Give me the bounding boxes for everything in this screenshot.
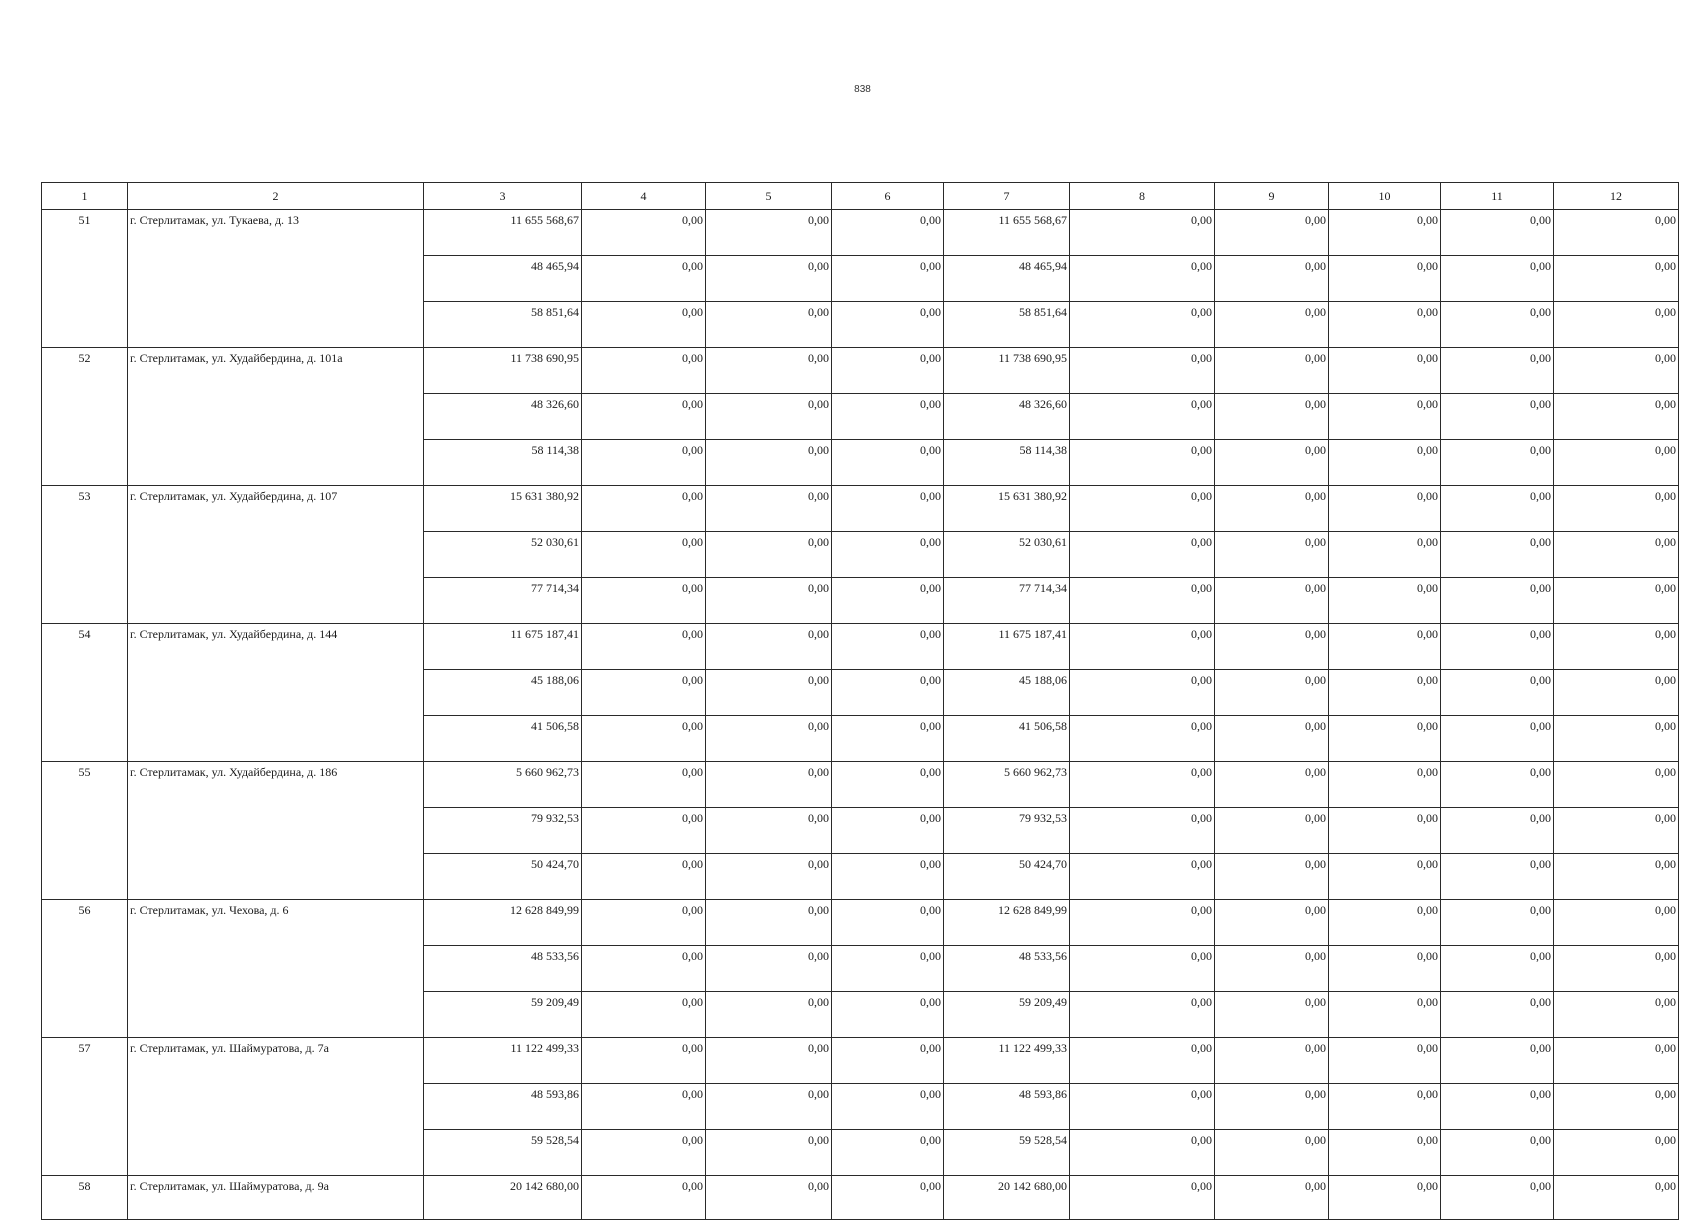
table-row: [42, 1176, 1679, 1220]
ledger-table: [41, 182, 1679, 1220]
column-header: 2: [128, 183, 424, 210]
amount-cell: 0,00: [706, 302, 832, 348]
amount-cell: 0,00: [832, 808, 944, 854]
amount-cell: 0,00: [1070, 992, 1215, 1038]
amount-cell: 20 142 680,00: [944, 1176, 1070, 1220]
amount-cell: 0,00: [1215, 624, 1329, 670]
amount-cell: 0,00: [706, 256, 832, 302]
amount-cell: 0,00: [1329, 256, 1441, 302]
column-header: 8: [1070, 183, 1215, 210]
amount-cell: 15 631 380,92: [424, 486, 582, 532]
amount-cell: 0,00: [582, 670, 706, 716]
amount-cell: 0,00: [1441, 762, 1554, 808]
amount-cell: 0,00: [582, 1130, 706, 1176]
record-address: г. Стерлитамак, ул. Худайбердина, д. 101а: [128, 348, 424, 486]
amount-cell: 0,00: [1554, 532, 1679, 578]
amount-cell: 0,00: [832, 854, 944, 900]
amount-cell: 0,00: [582, 578, 706, 624]
amount-cell: 0,00: [1554, 946, 1679, 992]
amount-cell: 0,00: [832, 348, 944, 394]
record-address: г. Стерлитамак, ул. Чехова, д. 6: [128, 900, 424, 1038]
amount-cell: 0,00: [1329, 808, 1441, 854]
amount-cell: 0,00: [1554, 716, 1679, 762]
record-address: г. Стерлитамак, ул. Худайбердина, д. 186: [128, 762, 424, 900]
amount-cell: 48 593,86: [944, 1084, 1070, 1130]
amount-cell: 0,00: [706, 992, 832, 1038]
column-header: 5: [706, 183, 832, 210]
amount-cell: 0,00: [706, 900, 832, 946]
amount-cell: 79 932,53: [424, 808, 582, 854]
amount-cell: 0,00: [1215, 348, 1329, 394]
amount-cell: 0,00: [706, 624, 832, 670]
amount-cell: 0,00: [1070, 256, 1215, 302]
amount-cell: 0,00: [582, 716, 706, 762]
amount-cell: 0,00: [1215, 946, 1329, 992]
amount-cell: 0,00: [1329, 440, 1441, 486]
record-number: 56: [42, 900, 128, 1038]
amount-cell: 0,00: [1441, 302, 1554, 348]
amount-cell: 0,00: [582, 1084, 706, 1130]
amount-cell: 0,00: [1554, 808, 1679, 854]
column-header: 10: [1329, 183, 1441, 210]
amount-cell: 0,00: [1441, 578, 1554, 624]
table-row: [42, 210, 1679, 256]
amount-cell: 0,00: [1441, 808, 1554, 854]
table-row: [42, 900, 1679, 946]
amount-cell: 0,00: [1441, 716, 1554, 762]
amount-cell: 0,00: [1329, 992, 1441, 1038]
amount-cell: 0,00: [706, 716, 832, 762]
amount-cell: 0,00: [832, 394, 944, 440]
amount-cell: 0,00: [1554, 394, 1679, 440]
record-number: 53: [42, 486, 128, 624]
amount-cell: 0,00: [1329, 302, 1441, 348]
amount-cell: 0,00: [1441, 394, 1554, 440]
column-header: 7: [944, 183, 1070, 210]
amount-cell: 0,00: [582, 624, 706, 670]
amount-cell: 0,00: [582, 348, 706, 394]
amount-cell: 0,00: [1329, 1176, 1441, 1220]
amount-cell: 0,00: [832, 578, 944, 624]
column-header: 11: [1441, 183, 1554, 210]
amount-cell: 0,00: [832, 670, 944, 716]
amount-cell: 12 628 849,99: [424, 900, 582, 946]
amount-cell: 0,00: [1215, 716, 1329, 762]
amount-cell: 0,00: [1070, 302, 1215, 348]
column-header: 12: [1554, 183, 1679, 210]
amount-cell: 11 675 187,41: [424, 624, 582, 670]
amount-cell: 11 738 690,95: [424, 348, 582, 394]
amount-cell: 0,00: [1329, 578, 1441, 624]
amount-cell: 0,00: [706, 670, 832, 716]
amount-cell: 0,00: [1441, 992, 1554, 1038]
amount-cell: 5 660 962,73: [424, 762, 582, 808]
amount-cell: 0,00: [1329, 1084, 1441, 1130]
amount-cell: 0,00: [1554, 1130, 1679, 1176]
amount-cell: 0,00: [1554, 762, 1679, 808]
amount-cell: 0,00: [1215, 854, 1329, 900]
amount-cell: 0,00: [1441, 670, 1554, 716]
amount-cell: 50 424,70: [424, 854, 582, 900]
amount-cell: 48 533,56: [944, 946, 1070, 992]
amount-cell: 0,00: [1070, 624, 1215, 670]
amount-cell: 0,00: [832, 440, 944, 486]
amount-cell: 0,00: [1329, 532, 1441, 578]
amount-cell: 0,00: [1070, 440, 1215, 486]
amount-cell: 0,00: [1329, 1038, 1441, 1084]
amount-cell: 0,00: [582, 762, 706, 808]
amount-cell: 0,00: [1070, 348, 1215, 394]
amount-cell: 0,00: [1215, 440, 1329, 486]
amount-cell: 0,00: [1554, 1084, 1679, 1130]
amount-cell: 0,00: [1441, 256, 1554, 302]
amount-cell: 0,00: [1329, 348, 1441, 394]
record-number: 55: [42, 762, 128, 900]
amount-cell: 0,00: [1554, 486, 1679, 532]
amount-cell: 52 030,61: [944, 532, 1070, 578]
record-number: 57: [42, 1038, 128, 1176]
amount-cell: 0,00: [1215, 486, 1329, 532]
amount-cell: 48 326,60: [944, 394, 1070, 440]
amount-cell: 0,00: [1441, 486, 1554, 532]
amount-cell: 0,00: [1441, 1084, 1554, 1130]
amount-cell: 0,00: [582, 210, 706, 256]
amount-cell: 0,00: [1441, 900, 1554, 946]
amount-cell: 0,00: [1329, 716, 1441, 762]
table-body: [42, 210, 1679, 1220]
amount-cell: 41 506,58: [424, 716, 582, 762]
amount-cell: 0,00: [706, 578, 832, 624]
amount-cell: 0,00: [582, 486, 706, 532]
amount-cell: 0,00: [1215, 1176, 1329, 1220]
amount-cell: 0,00: [1441, 1038, 1554, 1084]
amount-cell: 0,00: [582, 992, 706, 1038]
amount-cell: 11 655 568,67: [424, 210, 582, 256]
amount-cell: 48 465,94: [944, 256, 1070, 302]
amount-cell: 0,00: [1215, 1038, 1329, 1084]
amount-cell: 0,00: [832, 1084, 944, 1130]
amount-cell: 0,00: [582, 532, 706, 578]
amount-cell: 45 188,06: [424, 670, 582, 716]
amount-cell: 11 122 499,33: [424, 1038, 582, 1084]
amount-cell: 0,00: [1215, 256, 1329, 302]
amount-cell: 0,00: [1441, 440, 1554, 486]
amount-cell: 0,00: [1070, 1038, 1215, 1084]
amount-cell: 0,00: [1215, 394, 1329, 440]
amount-cell: 0,00: [1070, 1130, 1215, 1176]
amount-cell: 58 114,38: [424, 440, 582, 486]
amount-cell: 0,00: [1441, 624, 1554, 670]
amount-cell: 0,00: [1554, 1176, 1679, 1220]
amount-cell: 79 932,53: [944, 808, 1070, 854]
amount-cell: 11 122 499,33: [944, 1038, 1070, 1084]
amount-cell: 0,00: [1329, 210, 1441, 256]
amount-cell: 5 660 962,73: [944, 762, 1070, 808]
amount-cell: 0,00: [832, 210, 944, 256]
table-header: [42, 183, 1679, 210]
amount-cell: 0,00: [706, 762, 832, 808]
amount-cell: 0,00: [832, 302, 944, 348]
amount-cell: 0,00: [1070, 670, 1215, 716]
header-row: [42, 183, 1679, 210]
amount-cell: 0,00: [832, 1130, 944, 1176]
record-address: г. Стерлитамак, ул. Худайбердина, д. 107: [128, 486, 424, 624]
record-address: г. Стерлитамак, ул. Шаймуратова, д. 7а: [128, 1038, 424, 1176]
amount-cell: 0,00: [1070, 394, 1215, 440]
amount-cell: 0,00: [706, 1038, 832, 1084]
amount-cell: 0,00: [1441, 532, 1554, 578]
amount-cell: 0,00: [1070, 486, 1215, 532]
amount-cell: 0,00: [1554, 992, 1679, 1038]
amount-cell: 58 851,64: [944, 302, 1070, 348]
amount-cell: 0,00: [1554, 1038, 1679, 1084]
amount-cell: 0,00: [1070, 808, 1215, 854]
amount-cell: 0,00: [1070, 210, 1215, 256]
amount-cell: 0,00: [1554, 578, 1679, 624]
amount-cell: 0,00: [1215, 992, 1329, 1038]
amount-cell: 0,00: [1215, 532, 1329, 578]
amount-cell: 0,00: [1554, 854, 1679, 900]
record-number: 58: [42, 1176, 128, 1220]
amount-cell: 48 593,86: [424, 1084, 582, 1130]
table-row: [42, 486, 1679, 532]
amount-cell: 0,00: [706, 348, 832, 394]
amount-cell: 0,00: [1441, 946, 1554, 992]
record-number: 54: [42, 624, 128, 762]
amount-cell: 77 714,34: [944, 578, 1070, 624]
amount-cell: 0,00: [1554, 256, 1679, 302]
amount-cell: 0,00: [1441, 1176, 1554, 1220]
amount-cell: 0,00: [1554, 624, 1679, 670]
amount-cell: 0,00: [1070, 532, 1215, 578]
amount-cell: 0,00: [1554, 348, 1679, 394]
amount-cell: 58 114,38: [944, 440, 1070, 486]
amount-cell: 45 188,06: [944, 670, 1070, 716]
amount-cell: 0,00: [1215, 210, 1329, 256]
amount-cell: 0,00: [1070, 900, 1215, 946]
amount-cell: 0,00: [706, 1130, 832, 1176]
amount-cell: 0,00: [1215, 1130, 1329, 1176]
table-row: [42, 1038, 1679, 1084]
column-header: 4: [582, 183, 706, 210]
record-address: г. Стерлитамак, ул. Шаймуратова, д. 9а: [128, 1176, 424, 1220]
amount-cell: 0,00: [582, 808, 706, 854]
amount-cell: 0,00: [832, 486, 944, 532]
amount-cell: 59 209,49: [944, 992, 1070, 1038]
column-header: 6: [832, 183, 944, 210]
amount-cell: 0,00: [706, 1176, 832, 1220]
column-header: 1: [42, 183, 128, 210]
amount-cell: 0,00: [706, 532, 832, 578]
amount-cell: 0,00: [1441, 210, 1554, 256]
amount-cell: 77 714,34: [424, 578, 582, 624]
amount-cell: 0,00: [1215, 762, 1329, 808]
amount-cell: 59 528,54: [944, 1130, 1070, 1176]
amount-cell: 0,00: [832, 762, 944, 808]
amount-cell: 0,00: [1329, 900, 1441, 946]
amount-cell: 0,00: [706, 854, 832, 900]
amount-cell: 11 738 690,95: [944, 348, 1070, 394]
amount-cell: 0,00: [582, 946, 706, 992]
amount-cell: 0,00: [1070, 854, 1215, 900]
amount-cell: 0,00: [1329, 854, 1441, 900]
amount-cell: 0,00: [1329, 1130, 1441, 1176]
amount-cell: 0,00: [1070, 1176, 1215, 1220]
amount-cell: 58 851,64: [424, 302, 582, 348]
amount-cell: 0,00: [582, 1176, 706, 1220]
amount-cell: 0,00: [832, 1176, 944, 1220]
amount-cell: 0,00: [706, 486, 832, 532]
amount-cell: 41 506,58: [944, 716, 1070, 762]
amount-cell: 0,00: [1215, 670, 1329, 716]
amount-cell: 59 209,49: [424, 992, 582, 1038]
amount-cell: 0,00: [706, 1084, 832, 1130]
column-header: 3: [424, 183, 582, 210]
amount-cell: 48 326,60: [424, 394, 582, 440]
amount-cell: 0,00: [1070, 716, 1215, 762]
amount-cell: 0,00: [582, 394, 706, 440]
table-row: [42, 762, 1679, 808]
amount-cell: 48 533,56: [424, 946, 582, 992]
amount-cell: 0,00: [1554, 210, 1679, 256]
amount-cell: 0,00: [706, 808, 832, 854]
amount-cell: 0,00: [1215, 900, 1329, 946]
amount-cell: 0,00: [1070, 1084, 1215, 1130]
amount-cell: 0,00: [1554, 900, 1679, 946]
amount-cell: 0,00: [706, 946, 832, 992]
amount-cell: 0,00: [832, 624, 944, 670]
amount-cell: 0,00: [832, 532, 944, 578]
amount-cell: 0,00: [1554, 302, 1679, 348]
amount-cell: 0,00: [832, 716, 944, 762]
amount-cell: 11 655 568,67: [944, 210, 1070, 256]
page-number: 838: [854, 84, 871, 95]
amount-cell: 0,00: [1329, 624, 1441, 670]
amount-cell: 0,00: [706, 210, 832, 256]
amount-cell: 52 030,61: [424, 532, 582, 578]
amount-cell: 0,00: [1329, 946, 1441, 992]
amount-cell: 0,00: [1070, 578, 1215, 624]
amount-cell: 0,00: [1329, 762, 1441, 808]
amount-cell: 0,00: [582, 854, 706, 900]
amount-cell: 0,00: [1070, 946, 1215, 992]
record-number: 52: [42, 348, 128, 486]
amount-cell: 0,00: [706, 440, 832, 486]
amount-cell: 0,00: [1215, 1084, 1329, 1130]
amount-cell: 15 631 380,92: [944, 486, 1070, 532]
amount-cell: 59 528,54: [424, 1130, 582, 1176]
record-address: г. Стерлитамак, ул. Худайбердина, д. 144: [128, 624, 424, 762]
amount-cell: 0,00: [832, 900, 944, 946]
amount-cell: 0,00: [1215, 578, 1329, 624]
amount-cell: 0,00: [582, 440, 706, 486]
amount-cell: 0,00: [1441, 348, 1554, 394]
record-number: 51: [42, 210, 128, 348]
amount-cell: 20 142 680,00: [424, 1176, 582, 1220]
amount-cell: 0,00: [1329, 486, 1441, 532]
amount-cell: 0,00: [582, 1038, 706, 1084]
record-address: г. Стерлитамак, ул. Тукаева, д. 13: [128, 210, 424, 348]
amount-cell: 0,00: [832, 256, 944, 302]
amount-cell: 0,00: [582, 900, 706, 946]
amount-cell: 12 628 849,99: [944, 900, 1070, 946]
table-row: [42, 624, 1679, 670]
amount-cell: 0,00: [1554, 670, 1679, 716]
amount-cell: 0,00: [832, 1038, 944, 1084]
table-row: [42, 348, 1679, 394]
amount-cell: 0,00: [706, 394, 832, 440]
column-header: 9: [1215, 183, 1329, 210]
amount-cell: 11 675 187,41: [944, 624, 1070, 670]
amount-cell: 48 465,94: [424, 256, 582, 302]
amount-cell: 0,00: [1215, 302, 1329, 348]
amount-cell: 50 424,70: [944, 854, 1070, 900]
amount-cell: 0,00: [832, 992, 944, 1038]
amount-cell: 0,00: [1441, 854, 1554, 900]
amount-cell: 0,00: [1329, 394, 1441, 440]
amount-cell: 0,00: [1070, 762, 1215, 808]
amount-cell: 0,00: [1215, 808, 1329, 854]
amount-cell: 0,00: [582, 256, 706, 302]
amount-cell: 0,00: [1554, 440, 1679, 486]
amount-cell: 0,00: [582, 302, 706, 348]
amount-cell: 0,00: [1329, 670, 1441, 716]
amount-cell: 0,00: [1441, 1130, 1554, 1176]
amount-cell: 0,00: [832, 946, 944, 992]
